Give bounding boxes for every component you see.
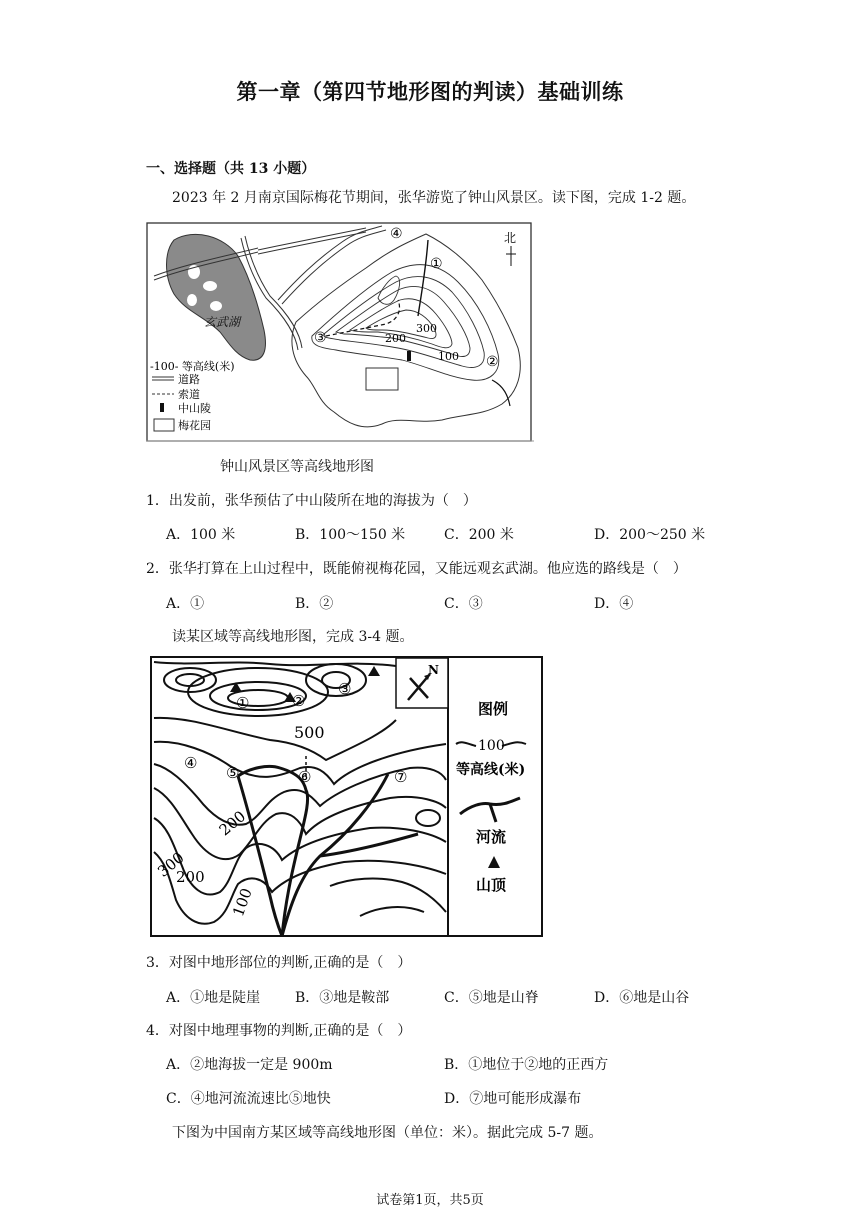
q4-option-d[interactable]: D．⑦地可能形成瀑布 [444,1091,582,1107]
north-label: N [428,663,439,677]
route-marker: ② [486,354,499,370]
group2-intro: 读某区域等高线地形图，完成 3-4 题。 [172,629,414,645]
contour-label: 300 [154,848,188,881]
lake-island [210,301,222,311]
lake-label: 玄武湖 [204,315,241,329]
q3-option-c[interactable]: C．⑤地是山脊 [444,990,539,1006]
point-marker: ⑤ [226,764,240,782]
route-marker: ③ [314,330,327,346]
page-title: 第一章（第四节地形图的判读）基础训练 [236,79,624,104]
page-footer: 试卷第1页，共5页 [376,1193,484,1208]
question-4: 4．对图中地理事物的判断,正确的是（ ） [146,1023,412,1039]
point-marker: ③ [338,680,352,698]
contour-label: 100 [229,885,256,919]
legend-road: 道路 [178,373,200,386]
section-heading: 一、选择题（共 13 小题） [146,161,316,177]
q3-option-b[interactable]: B．③地是鞍部 [295,990,390,1006]
q1-option-b[interactable]: B．100～150 米 [295,527,406,543]
legend-title: 图例 [478,700,509,718]
point-marker: ⑥ [298,768,312,786]
legend-cableway: 索道 [178,388,200,401]
mausoleum-icon [407,351,411,361]
zhongshan-contour-map [146,220,534,444]
q2-option-a[interactable]: A．① [166,596,205,612]
q2-option-d[interactable]: D．④ [594,596,634,612]
group1-intro: 2023 年 2 月南京国际梅花节期间，张华游览了钟山风景区。读下图，完成 1-2 题。 [172,190,696,206]
contour-label: 100 [438,350,459,363]
q4-option-a[interactable]: A．②地海拔一定是 900m [166,1057,333,1073]
route-marker: ① [430,256,443,272]
point-marker: ⑦ [394,768,408,786]
legend-contour: 等高线(米) [456,762,526,778]
question-1: 1．出发前，张华预估了中山陵所在地的海拔为（ ） [146,493,477,509]
lake-island [203,281,217,291]
q2-option-b[interactable]: B．② [295,596,334,612]
question-2: 2．张华打算在上山过程中，既能俯视梅花园，又能远观玄武湖。他应选的路线是（ ） [146,561,687,577]
q4-option-b[interactable]: B．①地位于②地的正西方 [444,1057,609,1073]
q1-option-a[interactable]: A．100 米 [166,527,236,543]
point-marker: ④ [184,754,198,772]
contour-label: 200 [385,332,406,345]
legend-mausoleum: 中山陵 [178,402,211,415]
legend-plum-garden: 梅花园 [178,419,211,432]
q3-option-a[interactable]: A．①地是陡崖 [166,990,261,1006]
figure1-caption: 钟山风景区等高线地形图 [220,459,374,475]
contour-label: 500 [294,723,325,742]
legend-peak: 山顶 [476,876,507,894]
contour-label: 200 [176,868,205,886]
north-label: 北 [504,231,517,245]
legend-contour: -100- 等高线(米) [150,360,235,373]
group3-intro: 下图为中国南方某区域等高线地形图（单位：米）。据此完成 5-7 题。 [172,1125,603,1141]
point-marker: ② [292,692,306,710]
contour-label: 200 [215,807,250,840]
question-3: 3．对图中地形部位的判断,正确的是（ ） [146,955,412,971]
regional-contour-map [150,656,544,938]
legend-river: 河流 [476,828,507,846]
lake-island [187,294,197,306]
q3-option-d[interactable]: D．⑥地是山谷 [594,990,690,1006]
q4-option-c[interactable]: C．④地河流流速比⑤地快 [166,1091,331,1107]
route-marker: ④ [390,226,403,242]
q1-option-c[interactable]: C．200 米 [444,527,514,543]
legend-contour-sample: 100 [478,738,505,754]
q1-option-d[interactable]: D．200～250 米 [594,527,706,543]
point-marker: ① [236,694,250,712]
contour-label: 300 [416,322,437,335]
plum-garden-icon [366,368,398,390]
q2-option-c[interactable]: C．③ [444,596,483,612]
